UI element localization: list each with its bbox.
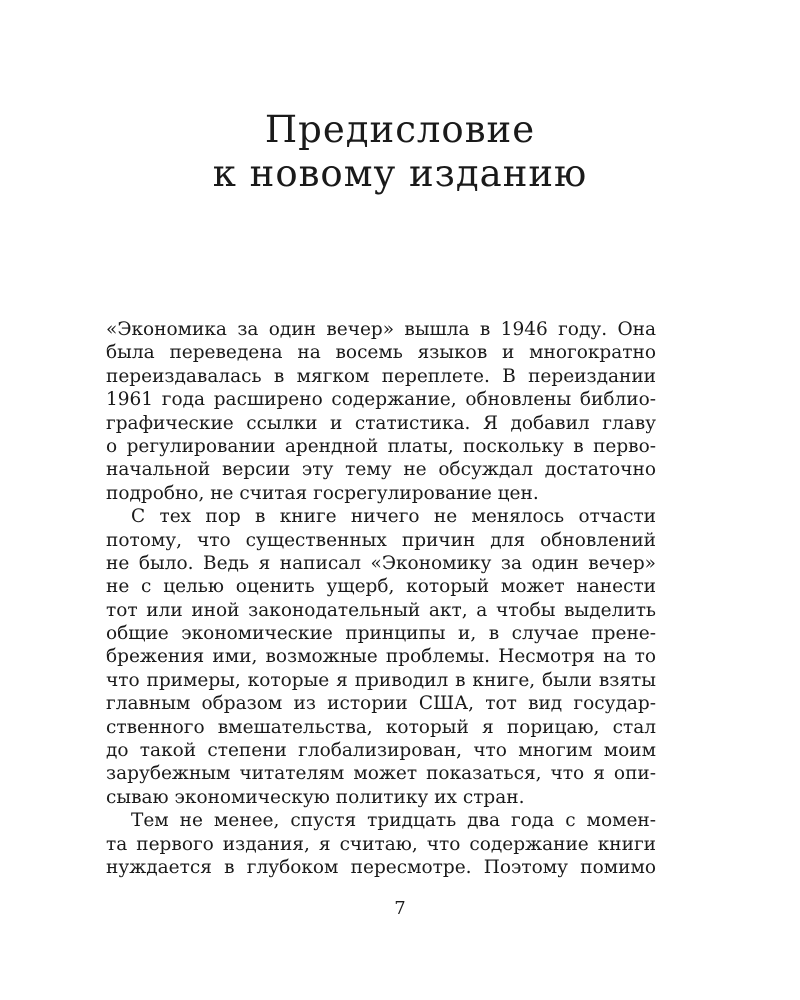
text-line: переиздавалась в мягком переплете. В переиздании <box>106 365 656 387</box>
text-line: что примеры, которые я приводил в книге, были взяты <box>106 669 656 691</box>
chapter-title <box>0 108 800 196</box>
text-line: Тем не менее, спустя тридцать два года с момен- <box>131 810 656 832</box>
text-line: потому, что существенных причин для обновлений <box>106 529 656 551</box>
text-line: ственного вмешательства, который я порицаю, стал <box>106 716 656 738</box>
text-line: о регулировании арендной платы, поскольку в перво- <box>106 435 656 457</box>
text-line: главным образом из истории США, тот вид государ- <box>106 693 656 715</box>
text-line: тот или иной законодательный акт, а чтобы выделить <box>106 599 656 621</box>
text-line: не было. Ведь я написал «Экономику за один вечер» <box>106 552 656 574</box>
text-line: С тех пор в книге ничего не менялось отчасти <box>131 506 656 528</box>
paragraph <box>106 809 656 879</box>
paragraph <box>106 318 656 505</box>
text-line: до такой степени глобализирован, что многим моим <box>106 740 656 762</box>
text-line: нуждается в глубоком пересмотре. Поэтому помимо <box>106 856 656 878</box>
chapter-title-line-1: Предисловие <box>264 108 536 151</box>
text-line: та первого издания, я считаю, что содержание книги <box>106 833 656 855</box>
text-line: подробно, не считая госрегулирование цен. <box>106 482 539 504</box>
text-line: графические ссылки и статистика. Я добавил главу <box>106 412 656 434</box>
text-line: была переведена на восемь языков и многократно <box>106 342 656 364</box>
text-line: зарубежным читателям может показаться, что я опи- <box>106 763 656 785</box>
page-number: 7 <box>394 898 406 919</box>
text-line: общие экономические принципы и, в случае прене- <box>106 623 656 645</box>
text-line: сываю экономическую политику их стран. <box>106 786 525 808</box>
body-text <box>106 318 656 879</box>
text-line: начальной версии эту тему не обсуждал достаточно <box>106 459 656 481</box>
text-line: 1961 года расширено содержание, обновлены библио- <box>106 389 656 411</box>
text-line: не с целью оценить ущерб, который может нанести <box>106 576 656 598</box>
text-line: брежения ими, возможные проблемы. Несмотря на то <box>106 646 656 668</box>
paragraph <box>106 505 656 809</box>
text-line: «Экономика за один вечер» вышла в 1946 году. Она <box>106 319 656 340</box>
chapter-title-line-2: к новому изданию <box>212 152 588 195</box>
